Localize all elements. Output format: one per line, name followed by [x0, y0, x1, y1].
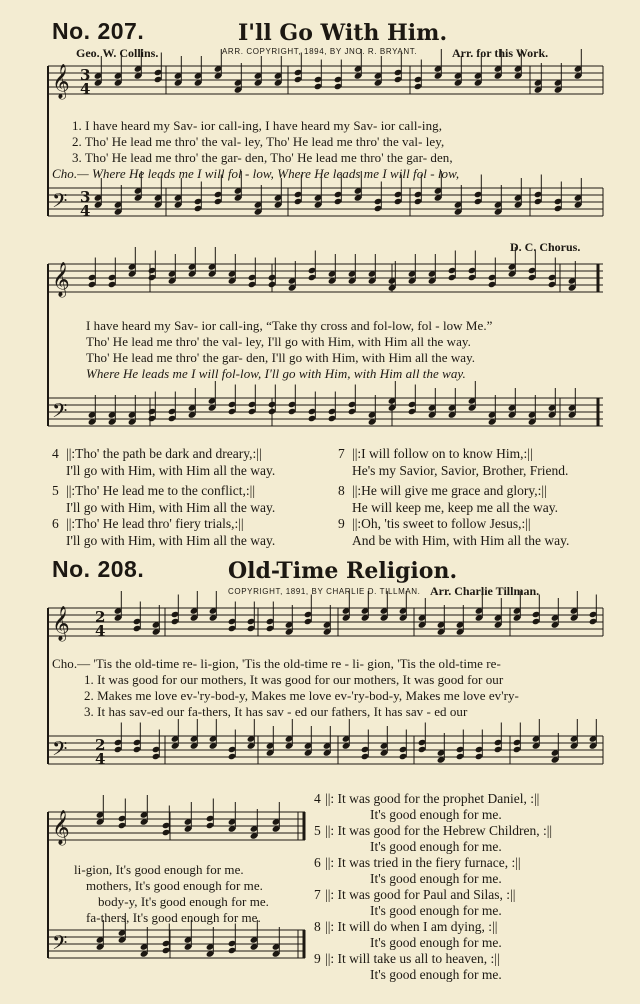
- verse-line: ||:He will give me grace and glory,:||: [352, 483, 547, 498]
- verse-line: ||: It will take us all to heaven, :||: [325, 951, 500, 966]
- hymn-number-207: No. 207.: [52, 18, 145, 44]
- lyric-207-1-chorus: Cho.— Where He leads me I will fol - low, Where He leads me I will fol - low,: [52, 166, 460, 181]
- verse-line: It's good enough for me.: [370, 903, 502, 918]
- hymn-title-207: I'll Go With Him.: [238, 20, 448, 46]
- verse-line: ||:Oh, 'tis sweet to follow Jesus,:||: [352, 516, 531, 531]
- verse-line: ||:Tho' He lead me to the conflict,:||: [66, 483, 256, 498]
- staff-207-1-bass: [48, 188, 603, 216]
- verse-number: 8: [314, 919, 321, 934]
- copyright-208: COPYRIGHT, 1891, BY CHARLIE D. TILLMAN.: [228, 587, 421, 596]
- verse-line: I'll go with Him, with Him all the way.: [66, 463, 276, 478]
- svg-text:𝄢: 𝄢: [52, 737, 68, 765]
- arranger-208: Arr. Charlie Tillman.: [430, 584, 540, 598]
- verse-number: 5: [52, 483, 59, 498]
- verse-line: ||:I will follow on to know Him,:||: [352, 446, 533, 461]
- verse-line: And be with Him, with Him all the way.: [352, 533, 570, 548]
- verse-line: It's good enough for me.: [370, 839, 502, 854]
- lyric-207-2-v1: I have heard my Sav- ior call-ing, “Take thy cross and fol-low, fol - low Me.”: [86, 318, 493, 333]
- staff-208-2-bass: [48, 930, 305, 958]
- svg-text:𝄢: 𝄢: [52, 399, 68, 427]
- svg-text:𝄞: 𝄞: [52, 262, 70, 297]
- verse-line: It's good enough for me.: [370, 935, 502, 950]
- lyric-208-2-v3: fa-thers, It's good enough for me.: [86, 910, 261, 925]
- copyright-207: ARR. COPYRIGHT, 1894, BY JNO. R. BRYANT.: [222, 47, 418, 56]
- verse-line: I'll go with Him, with Him all the way.: [66, 500, 276, 515]
- lyric-207-2-v2: Tho' He lead me thro' the val- ley, I'll go with Him, with Him all the way.: [86, 334, 471, 349]
- verse-line: ||: It was tried in the fiery furnace, :||: [325, 855, 521, 870]
- lyric-208-1-v1: 1. It was good for our mothers, It was good for our mothers, It was good for our: [84, 672, 504, 687]
- verse-line: It's good enough for me.: [370, 807, 502, 822]
- verse-line: He will keep me, keep me all the way.: [352, 500, 559, 515]
- verse-line: ||: It will do when I am dying, :||: [325, 919, 498, 934]
- lyric-207-1-v3: 3. Tho' He lead me thro' the gar- den, Tho' He lead me thro' the gar- den,: [72, 150, 453, 165]
- verse-number: 7: [314, 887, 321, 902]
- verse-line: It's good enough for me.: [370, 967, 502, 982]
- verse-line: ||: It was good for the Hebrew Children, :||: [325, 823, 553, 838]
- svg-text:2: 2: [95, 608, 106, 626]
- svg-text:3: 3: [80, 188, 91, 206]
- verse-number: 7: [338, 446, 345, 461]
- lyric-207-2-v3: Tho' He lead me thro' the gar- den, I'll go with Him, with Him all the way.: [86, 350, 476, 365]
- verse-number: 9: [338, 516, 345, 531]
- hymn-title-208: Old-Time Religion.: [228, 558, 458, 584]
- verse-number: 6: [52, 516, 59, 531]
- lyric-207-1-v1: 1. I have heard my Sav- ior call-ing, I have heard my Sav- ior call-ing,: [72, 118, 442, 133]
- lyric-208-1-v3: 3. It has sav-ed our fa-thers, It has sav - ed our fathers, It has sav - ed our: [84, 704, 468, 719]
- verse-number: 9: [314, 951, 321, 966]
- verse-line: ||: It was good for Paul and Silas, :||: [325, 887, 516, 902]
- svg-text:4: 4: [80, 202, 91, 220]
- lyric-208-2-v1: mothers, It's good enough for me.: [86, 878, 263, 893]
- hymn-number-208: No. 208.: [52, 556, 145, 582]
- verse-line: ||:Tho' the path be dark and dreary,:||: [66, 446, 262, 461]
- verse-number: 5: [314, 823, 321, 838]
- svg-text:4: 4: [95, 750, 106, 768]
- verse-number: 6: [314, 855, 321, 870]
- verse-line: ||:Tho' He lead thro' fiery trials,:||: [66, 516, 244, 531]
- verse-line: It's good enough for me.: [370, 871, 502, 886]
- svg-text:𝄞: 𝄞: [52, 606, 70, 641]
- svg-text:4: 4: [80, 80, 91, 98]
- verse-line: I'll go with Him, with Him all the way.: [66, 533, 276, 548]
- composer-207: Geo. W. Collins.: [76, 46, 159, 60]
- svg-text:𝄢: 𝄢: [52, 931, 68, 959]
- svg-text:4: 4: [95, 622, 106, 640]
- svg-text:3: 3: [80, 66, 91, 84]
- verse-number: 4: [314, 791, 321, 806]
- verse-number: 8: [338, 483, 345, 498]
- svg-text:2: 2: [95, 736, 106, 754]
- lyric-208-2-chorus: li-gion, It's good enough for me.: [74, 862, 244, 877]
- lyric-208-2-v2: body-y, It's good enough for me.: [98, 894, 269, 909]
- lyric-207-2-chorus: Where He leads me I will fol-low, I'll go with Him, with Him all the way.: [86, 366, 466, 381]
- lyric-208-1-chorus: Cho.— 'Tis the old-time re- li-gion, 'Tis the old-time re - li- gion, 'Tis the old-time re-: [52, 656, 501, 671]
- verse-line: He's my Savior, Savior, Brother, Friend.: [352, 463, 569, 478]
- arranger-207: Arr. for this Work.: [452, 46, 549, 60]
- lyric-208-1-v2: 2. Makes me love ev-'ry-bod-y, Makes me love ev-'ry-bod-y, Makes me love ev'ry-: [84, 688, 519, 703]
- svg-text:𝄞: 𝄞: [52, 810, 70, 845]
- svg-text:𝄢: 𝄢: [52, 189, 68, 217]
- verse-line: ||: It was good for the prophet Daniel, :||: [325, 791, 540, 806]
- dc-chorus-label: D. C. Chorus.: [510, 240, 581, 254]
- svg-text:𝄞: 𝄞: [52, 64, 70, 99]
- verse-number: 4: [52, 446, 59, 461]
- lyric-207-1-v2: 2. Tho' He lead me thro' the val- ley, Tho' He lead me thro' the val- ley,: [72, 134, 445, 149]
